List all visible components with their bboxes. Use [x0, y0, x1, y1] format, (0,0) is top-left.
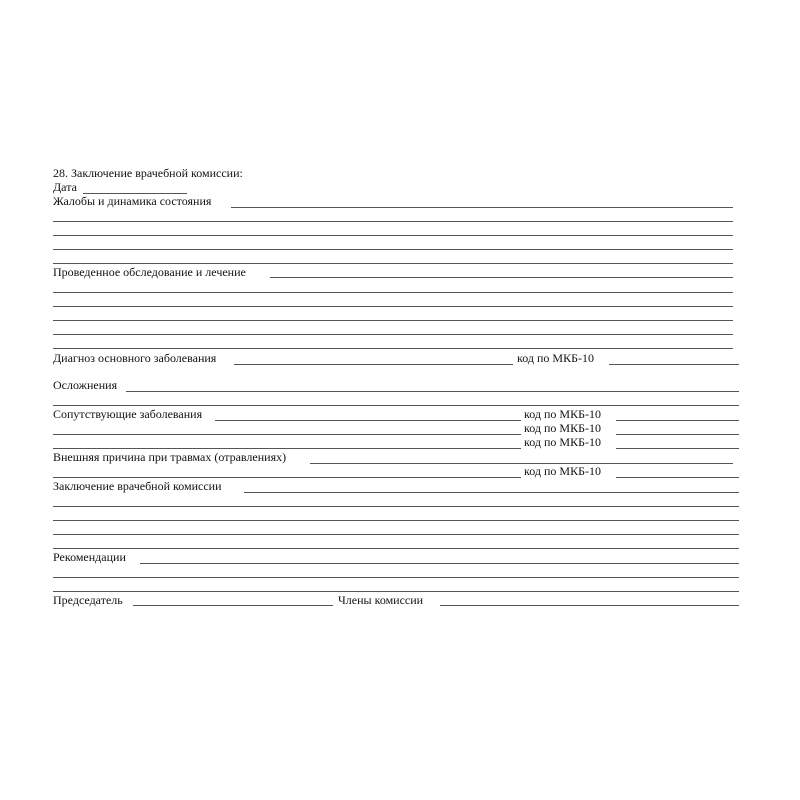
chairman-label: Председатель: [53, 593, 123, 607]
external-cause-line[interactable]: [53, 477, 521, 478]
recommendations-line[interactable]: [53, 577, 739, 578]
comorbid-icd-label: код по МКБ-10: [524, 407, 601, 421]
members-label: Члены комиссии: [338, 593, 424, 607]
external-cause-label: Внешняя причина при травмах (отравлениях): [53, 450, 287, 464]
recommendations-label: Рекомендации: [53, 550, 126, 564]
comorbid-line[interactable]: [53, 448, 521, 449]
complaints-field[interactable]: [231, 207, 733, 208]
complaints-line[interactable]: [53, 221, 733, 222]
conclusion-line[interactable]: [53, 520, 739, 521]
diagnosis-field[interactable]: [234, 364, 513, 365]
diagnosis-icd-field[interactable]: [609, 364, 739, 365]
comorbid-icd-field[interactable]: [616, 420, 739, 421]
exam-line[interactable]: [53, 334, 733, 335]
exam-line[interactable]: [53, 320, 733, 321]
diagnosis-icd-label: код по МКБ-10: [517, 351, 594, 365]
exam-field[interactable]: [270, 277, 733, 278]
complications-label: Осложнения: [53, 378, 118, 392]
comorbid-icd-label-3: код по МКБ-10: [524, 435, 601, 449]
exam-line[interactable]: [53, 348, 733, 349]
comorbid-icd-field-2[interactable]: [616, 434, 739, 435]
complications-line[interactable]: [53, 405, 739, 406]
conclusion-line[interactable]: [53, 548, 739, 549]
external-cause-icd-field[interactable]: [616, 477, 739, 478]
complaints-line[interactable]: [53, 249, 733, 250]
form-title: 28. Заключение врачебной комиссии:: [53, 166, 243, 180]
recommendations-field[interactable]: [140, 563, 739, 564]
external-cause-icd-label: код по МКБ-10: [524, 464, 601, 478]
exam-line[interactable]: [53, 292, 733, 293]
chairman-signature-field[interactable]: [133, 605, 333, 606]
conclusion-line[interactable]: [53, 506, 739, 507]
conclusion-line[interactable]: [53, 534, 739, 535]
comorbid-icd-field-3[interactable]: [616, 448, 739, 449]
comorbid-label: Сопутствующие заболевания: [53, 407, 203, 421]
diagnosis-label: Диагноз основного заболевания: [53, 351, 217, 365]
comorbid-field[interactable]: [215, 420, 521, 421]
exam-line[interactable]: [53, 306, 733, 307]
exam-label: Проведенное обследование и лечение: [53, 265, 246, 279]
complaints-line[interactable]: [53, 235, 733, 236]
complaints-label: Жалобы и динамика состояния: [53, 194, 212, 208]
members-signature-field[interactable]: [440, 605, 739, 606]
conclusion-label: Заключение врачебной комиссии: [53, 479, 222, 493]
complaints-line[interactable]: [53, 263, 733, 264]
comorbid-icd-label-2: код по МКБ-10: [524, 421, 601, 435]
complications-field[interactable]: [126, 391, 739, 392]
conclusion-field[interactable]: [244, 492, 739, 493]
external-cause-field[interactable]: [310, 463, 733, 464]
date-label: Дата: [53, 180, 77, 194]
comorbid-line[interactable]: [53, 434, 521, 435]
recommendations-line[interactable]: [53, 591, 739, 592]
